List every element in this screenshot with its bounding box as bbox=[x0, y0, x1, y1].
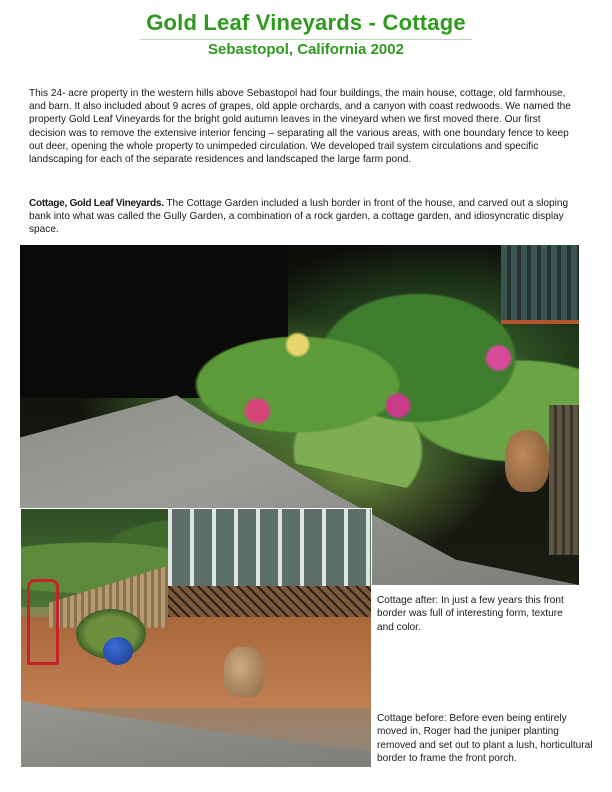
cottage-paragraph-lead: Cottage, Gold Leaf Vineyards. bbox=[29, 198, 164, 209]
porch-railing bbox=[501, 245, 579, 324]
clay-urn bbox=[224, 647, 264, 697]
bare-soil-bed bbox=[21, 617, 371, 707]
before-photo-caption: Cottage before: Before even being entirely moved in, Roger had the juniper planting removed and set out to plant a lush, horticultural border to frame the front porch. bbox=[377, 713, 593, 765]
page-subtitle: Sebastopol, California 2002 bbox=[208, 41, 404, 58]
cottage-paragraph-text: The Cottage Garden included a lush border in front of the house, and carved out a sloping bank into what was called the Gully Garden, a combination of a rock garden, a cottage garden, and idiosyncratic display space. bbox=[29, 198, 569, 236]
cottage-paragraph bbox=[29, 197, 581, 237]
intro-paragraph: This 24- acre property in the western hills above Sebastopol had four buildings, the main house, cottage, old farmhouse, and barn. It also included about 9 acres of grapes, old apple orchards, and a canyon with coast redwoods. We named the property Gold Leaf Vineyards for the bright gold autumn leaves in the vineyard when we first moved there. Our first decision was to remove the extensive interior fencing – separating all the various areas, with one boundary fence to keep out deer, opening the whole property to unimpeded circulation. We developed trail system circulations and specific landscaping for each of the separate residences and landscaped the large farm pond. bbox=[29, 88, 571, 166]
after-photo-caption: Cottage after: In just a few years this front border was full of interesting form, texture and color. bbox=[377, 595, 564, 633]
cottage-before-photo bbox=[20, 508, 372, 768]
blue-pot bbox=[103, 637, 133, 665]
terracotta-pot bbox=[505, 430, 549, 492]
cottage-porch bbox=[168, 509, 371, 591]
red-hand-truck bbox=[27, 579, 59, 665]
page-title: Gold Leaf Vineyards - Cottage bbox=[146, 10, 466, 35]
title-underline bbox=[140, 39, 472, 40]
porch-lattice bbox=[168, 586, 371, 617]
wooden-fence bbox=[549, 405, 579, 555]
